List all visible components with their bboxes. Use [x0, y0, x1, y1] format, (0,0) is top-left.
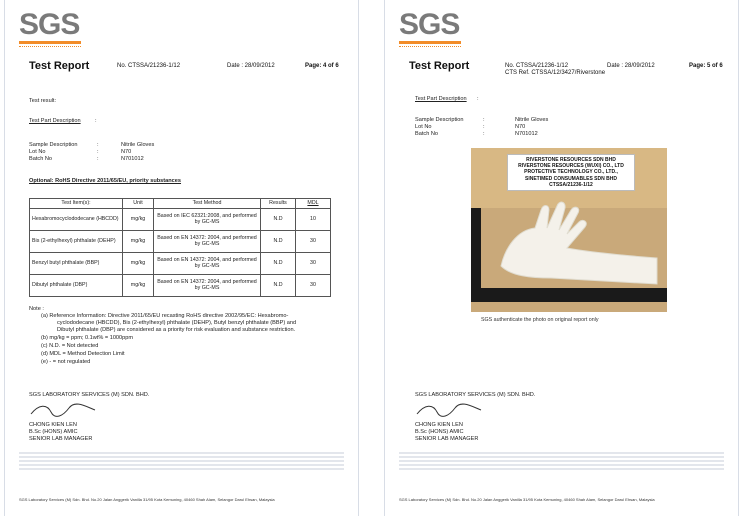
lot-no-value: N70 [121, 149, 132, 155]
batch-no-value: N701012 [515, 131, 538, 137]
lot-no-value: N70 [515, 124, 526, 130]
report-date: Date : 28/09/2012 [607, 63, 655, 69]
batch-no-label: Batch No [29, 156, 53, 162]
lot-no-label: Lot No [415, 124, 432, 130]
signer-title: SENIOR LAB MANAGER [415, 436, 479, 442]
sample-description-value: Nitrile Gloves [515, 117, 549, 123]
note-c: (c) N.D. = Not detected [41, 343, 99, 349]
test-part-description: Test Part Description [29, 118, 81, 124]
table-row: Bis (2-ethylhexyl) phthalate (DEHP) mg/kg Based on EN 14372: 2004, and performed by GC-MS N.D 30 [30, 230, 331, 252]
photo-caption: SGS authenticate the photo on original report only [481, 317, 599, 323]
lab-name: SGS LABORATORY SERVICES (M) SDN. BHD. [29, 392, 150, 398]
page-number: Page: 4 of 6 [305, 63, 339, 69]
note-label: Note : [29, 306, 44, 312]
signer-name: CHONG KIEN LEN [415, 422, 463, 428]
report-page-4: SGS Test Report No. CTSSA/21236-1/12 Date : 28/09/2012 Page: 4 of 6 Test result: Test Part Description : Sample Description : Nitrile Gloves Lot No : N70 Batch No : N701012 Optional: RoHS Directive 2011/65/EU, priority substances Test Item(s): Unit Test Method Results MDL Hexabromocyclododecane (HBCDD) mg/kg Based on IEC 62321:2008, and performed by GC-MS N.D 10 Bis (2-ethylhexyl) phthalate (DEHP) mg/kg Based on EN 14372: 2004, and performed by GC-MS N.D 30 Benzyl butyl phthalate (BBP) mg/kg Based on EN 14372: 2004, and performed by GC-MS N.D 30 Dibutyl phthalate (DBP) mg/kg Based on EN 14372: 2004, and performed by GC-MS N.D 30 Note : (a) Reference Information: Directive 2011/65/EU recasting RoHS directive 2002/95/EC: Hexabromo- cyclododecane (HBCDD), Bis (2-ethylhexyl) phthalate (DEHP), Butyl benzyl phthalate (BBP) and Dibutyl phthalate (DBP) are considered as a priority for risk evaluation and substance restriction. (b) mg/kg = ppm; 0.1wt% = 1000ppm (c) N.D. = Not detected (d) MDL = Method Detection Limit (e) - = not regulated SGS LABORATORY SERVICES (M) SDN. BHD. CHONG KIEN LEN B.Sc (HONS) AMIC SENIOR LAB MANAGER SGS Laboratory Services (M) Sdn. Bhd. No.20 Jalan Anggerik Vanilla 31/95 Kota Kemuning, 40460 Shah Alam, Selangor Darul Ehsan, Malaysia [4, 0, 359, 516]
note-a-line-3: Dibutyl phthalate (DBP) are considered as a priority for risk evaluation and substance restriction. [57, 327, 296, 333]
batch-no-label: Batch No [415, 131, 439, 137]
report-title: Test Report [29, 60, 90, 72]
table-header-row: Test Item(s): Unit Test Method Results MDL [30, 199, 331, 209]
note-d: (d) MDL = Method Detection Limit [41, 351, 125, 357]
signer-qualification: B.Sc (HONS) AMIC [415, 429, 464, 435]
results-table [29, 198, 331, 297]
sample-description-value: Nitrile Gloves [121, 142, 155, 148]
test-result-label: Test result: [29, 98, 57, 104]
report-page-5: SGS Test Report No. CTSSA/21236-1/12 Date : 28/09/2012 Page: 5 of 6 CTS Ref. CTSSA/12/3427/Riverstone Test Part Description : Sample Description : Nitrile Gloves Lot No : N70 Batch No : N701012 RIVERSTONE RESOURCES SDN BHD RIVERSTONE RESOURCES (WUXI) CO., LTD PROTECTIVE TECHNOLOGY CO., LTD., SINETIMED CONSUMABLES SDN BHD CTSSA/21236-1/12 SGS authenticate the photo on original report only SGS LABORATORY SERVICES (M) SDN. BHD. CHONG KIEN LEN B.Sc (HONS) AMIC SENIOR LAB MANAGER SGS Laboratory Services (M) Sdn. Bhd. No.20 Jalan Anggerik Vanilla 31/95 Kota Kemuning, 40460 Shah Alam, Selangor Darul Ehsan, Malaysia [384, 0, 739, 516]
report-date: Date : 28/09/2012 [227, 63, 275, 69]
lot-no-label: Lot No [29, 149, 46, 155]
glove-sample-photo [471, 148, 667, 312]
test-part-description: Test Part Description [415, 96, 467, 102]
sgs-logo: SGS [19, 10, 81, 40]
signature-image [415, 402, 485, 418]
sample-description-label: Sample Description [415, 117, 464, 123]
report-title: Test Report [409, 60, 470, 72]
note-e: (e) - = not regulated [41, 359, 91, 365]
signer-name: CHONG KIEN LEN [29, 422, 77, 428]
cts-reference: CTS Ref. CTSSA/12/3427/Riverstone [505, 70, 606, 76]
sample-label-card: RIVERSTONE RESOURCES SDN BHD RIVERSTONE RESOURCES (WUXI) CO., LTD PROTECTIVE TECHNOLOGY CO., LTD., SINETIMED CONSUMABLES SDN BHD CTSSA/21236-1/12 [507, 154, 635, 191]
report-number: No. CTSSA/21236-1/12 [505, 63, 569, 69]
sample-description-label: Sample Description [29, 142, 78, 148]
footer-address: SGS Laboratory Services (M) Sdn. Bhd. No.20 Jalan Anggerik Vanilla 31/95 Kota Kemuning, 40460 Shah Alam, Selangor Darul Ehsan, Malaysia [399, 497, 655, 502]
disclaimer-text [399, 452, 724, 472]
footer-address: SGS Laboratory Services (M) Sdn. Bhd. No.20 Jalan Anggerik Vanilla 31/95 Kota Kemuning, 40460 Shah Alam, Selangor Darul Ehsan, Malaysia [19, 497, 275, 502]
report-number: No. CTSSA/21236-1/12 [117, 63, 181, 69]
disclaimer-text [19, 452, 344, 472]
table-row: Benzyl butyl phthalate (BBP) mg/kg Based on EN 14372: 2004, and performed by GC-MS N.D 30 [30, 252, 331, 274]
signer-qualification: B.Sc (HONS) AMIC [29, 429, 78, 435]
signature-image [29, 402, 99, 418]
lab-name: SGS LABORATORY SERVICES (M) SDN. BHD. [415, 392, 536, 398]
sgs-logo: SGS [399, 10, 461, 40]
batch-no-value: N701012 [121, 156, 144, 162]
section-heading: Optional: RoHS Directive 2011/65/EU, priority substances [29, 178, 182, 184]
table-row: Hexabromocyclododecane (HBCDD) mg/kg Based on IEC 62321:2008, and performed by GC-MS N.D 10 [30, 208, 331, 230]
note-a-line-2: cyclododecane (HBCDD), Bis (2-ethylhexyl) phthalate (DEHP), Butyl benzyl phthalate (BBP) and [57, 320, 297, 326]
table-row: Dibutyl phthalate (DBP) mg/kg Based on EN 14372: 2004, and performed by GC-MS N.D 30 [30, 274, 331, 296]
signer-title: SENIOR LAB MANAGER [29, 436, 93, 442]
page-number: Page: 5 of 6 [689, 63, 723, 69]
note-a-line-1: (a) Reference Information: Directive 2011/65/EU recasting RoHS directive 2002/95/EC: Hexabromo- [41, 313, 289, 319]
note-b: (b) mg/kg = ppm; 0.1wt% = 1000ppm [41, 335, 134, 341]
